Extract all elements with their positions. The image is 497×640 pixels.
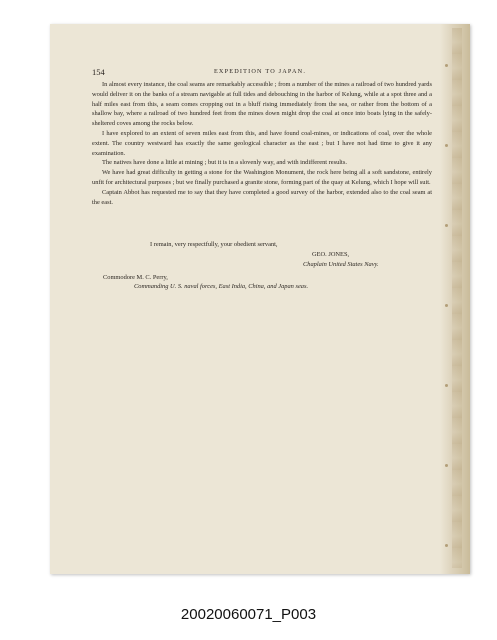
binding-edge [440,24,470,574]
paragraph: In almost every instance, the coal seams are remarkably accessible ; from a number of the mines a railroad of two hundred yards would deliver it on the banks of a stream navigable at full tides and debouching in the harbor of Kelung, while at a spot three and a half miles east from this, a seam comes cropping out in a bluff rising immediately from the sea, or rather from the bottom of a shallow bay, where a railroad of two hundred feet from the mines down might drop the coal at once into boats lying in the safely-sheltered coves among the rocks below. [92,81,432,128]
binding-hole [445,144,448,147]
binding-hole [445,544,448,547]
running-head: EXPEDITION TO JAPAN. [213,68,307,75]
addressee-title: Commanding U. S. naval forces, East India, China, and Japan seas. [134,283,309,290]
binding-hole [445,64,448,67]
binding-hole [445,384,448,387]
page-number: 154 [92,67,105,77]
paragraph: The natives have done a little at mining ; but it is in a slovenly way, and with indifferent results. [102,159,347,167]
image-caption: 20020060071_P003 [180,606,317,623]
binding-hole [445,224,448,227]
binding-hole [445,304,448,307]
edge-stain [452,28,462,568]
paragraph: We have had great difficulty in getting a stone for the Washington Monument, the rock here being all a soft sandstone, entirely unfit for architectural purposes ; but we finally purchased a granite stone, forming part of the quay at Kelung, which I hope will suit. [92,169,432,186]
addressee-name: Commodore M. C. Perry, [103,274,168,281]
paragraph: Captain Abbot has requested me to say that they have completed a good survey of the harbor, extended also to the coal seam at the east. [92,188,432,206]
paragraph: I have explored to an extent of seven miles east from this, and have found coal-mines, or indications of coal, over the whole extent. The country westward has exactly the same geological character as the east ; but I have not had time to give it any examination. [92,129,432,157]
signature-name: GEO. JONES, [312,251,350,258]
letter-closing: I remain, very respectfully, your obedient servant, [150,241,278,248]
binding-hole [445,464,448,467]
page-header [92,67,428,77]
letter-body [92,80,432,207]
signature-title: Chaplain United States Navy. [303,261,379,268]
